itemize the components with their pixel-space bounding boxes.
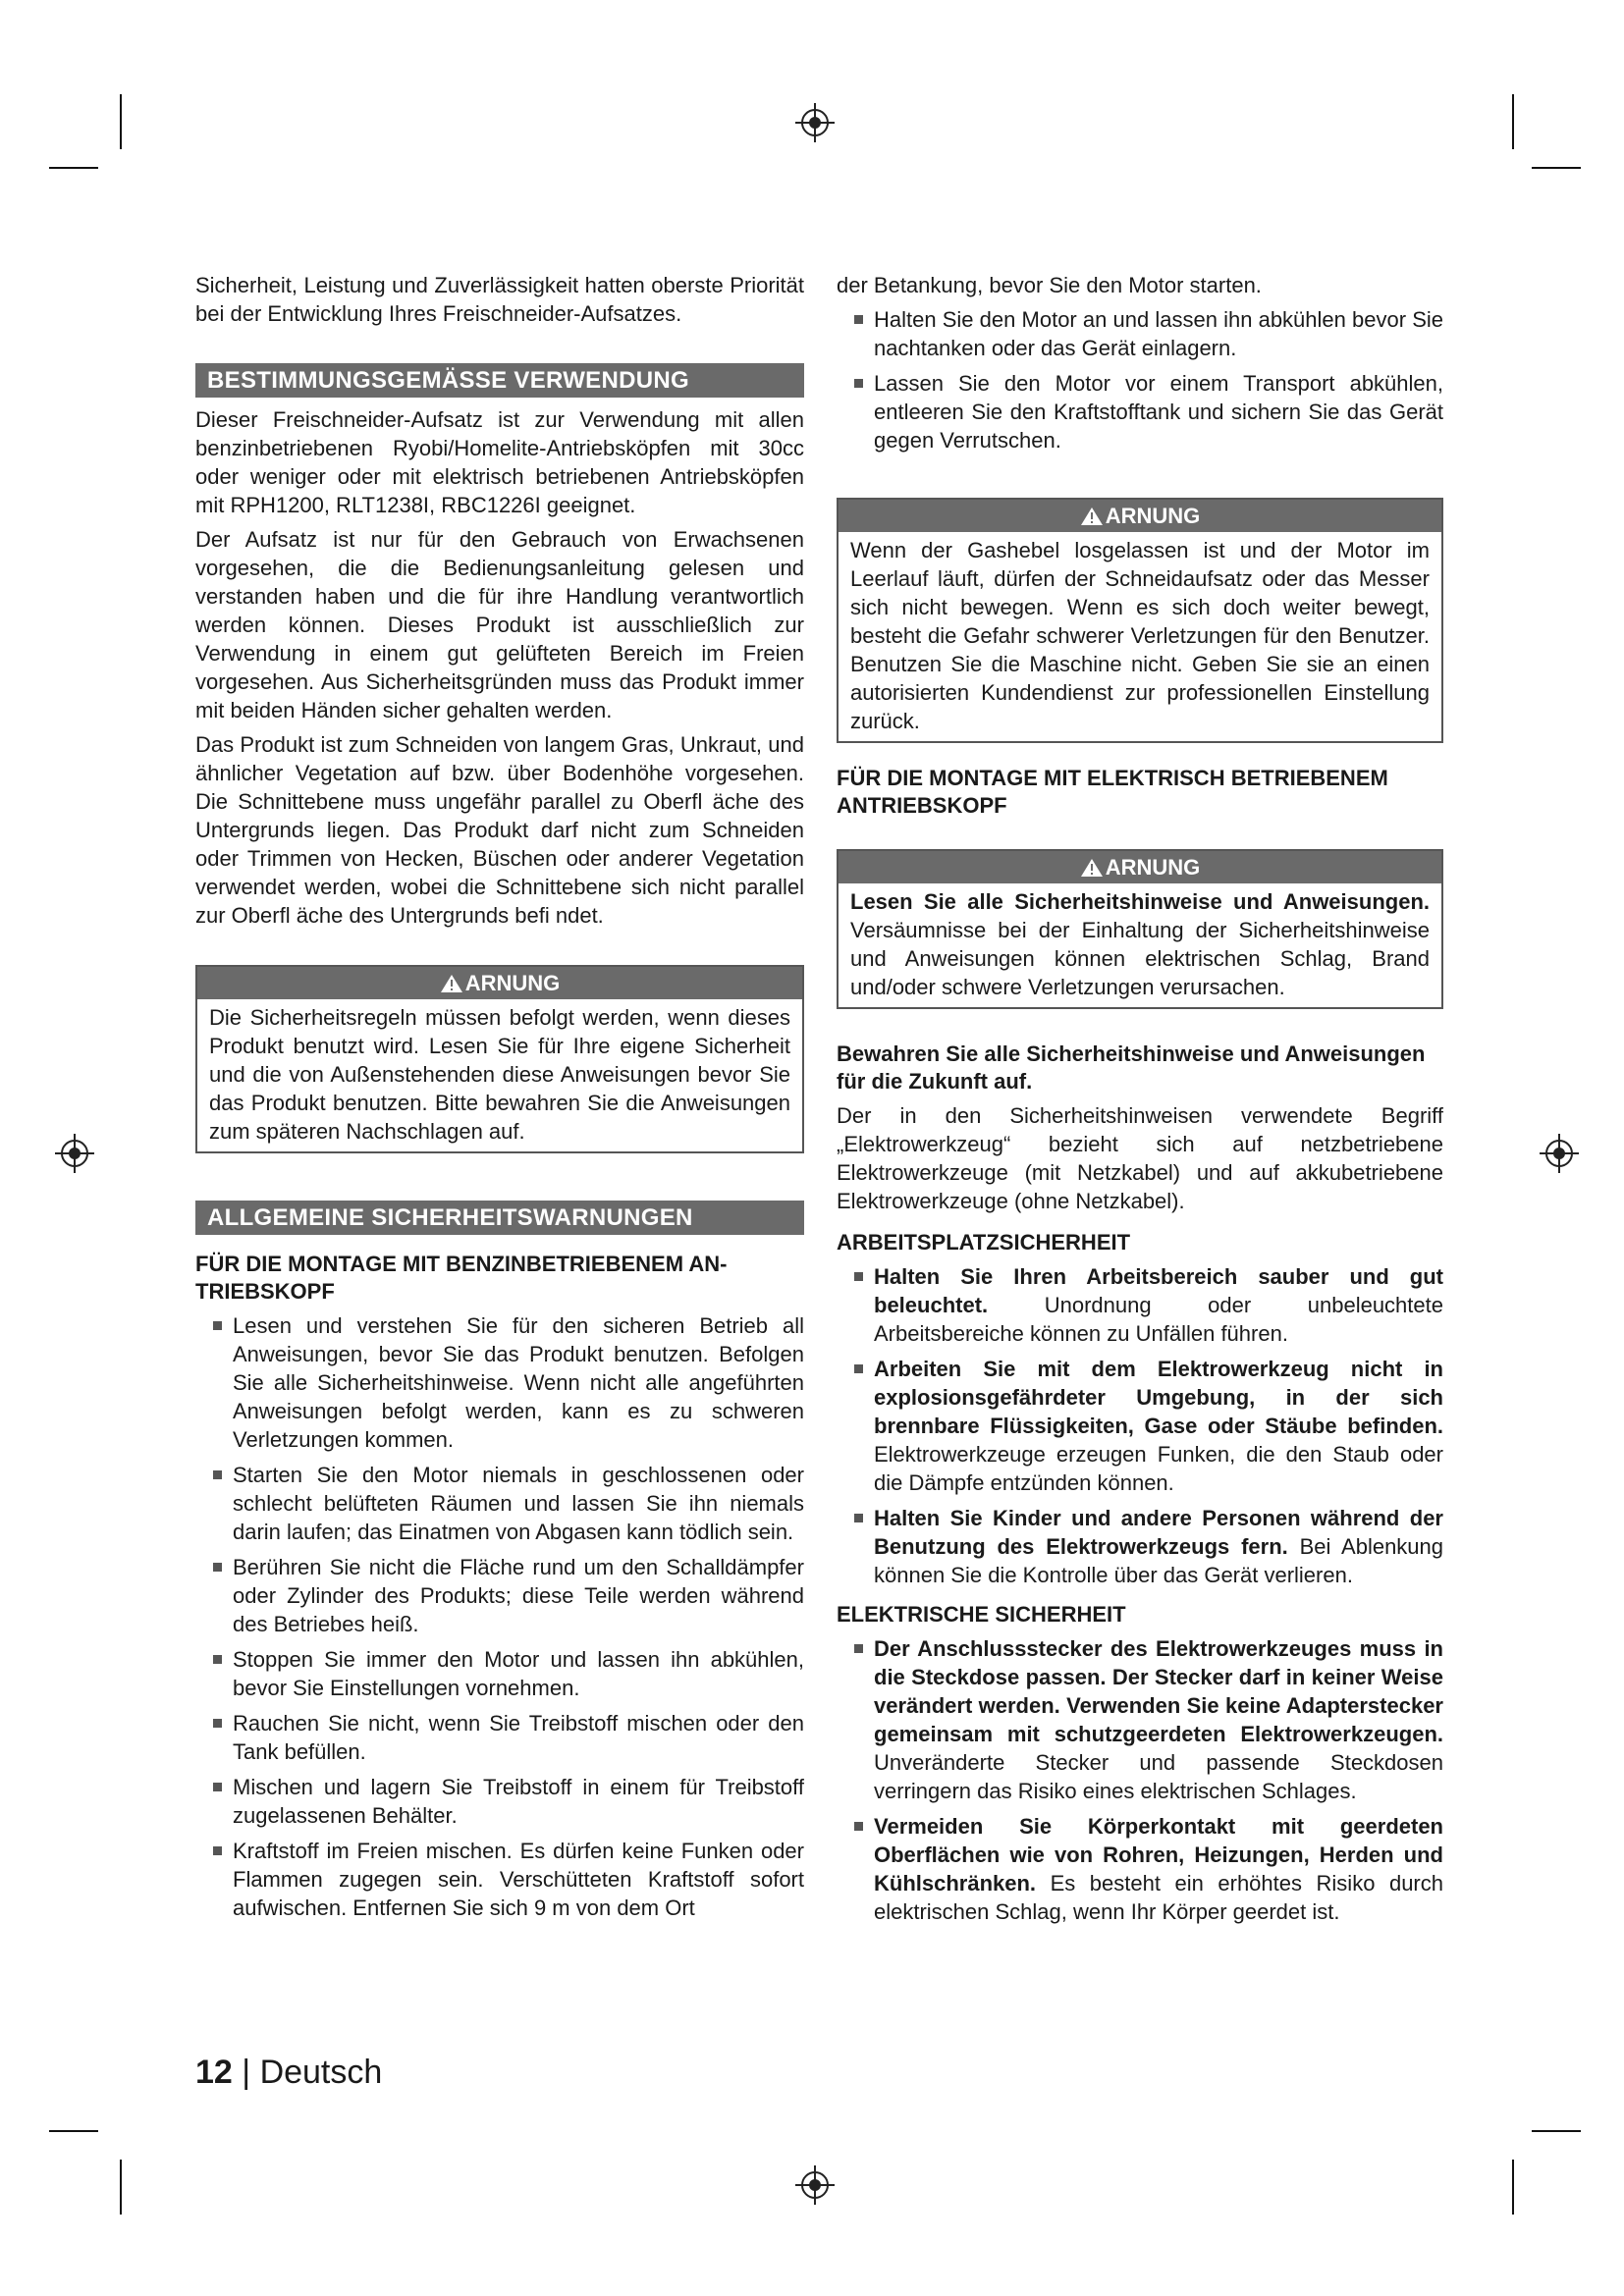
bullet-list [837, 1634, 1443, 1926]
list-item [837, 1812, 1443, 1926]
page-number: 12 [195, 2054, 233, 2091]
list-item: Halten Sie den Motor an und lassen ihn abkühlen bevor Sie nachtanken oder das Gerät einlagern. [837, 305, 1443, 362]
warning-triangle-icon [1080, 858, 1104, 878]
warning-label: ARNUNG [464, 971, 561, 995]
list-item [837, 1504, 1443, 1589]
bullet-list [837, 1262, 1443, 1589]
registration-mark-icon [55, 1134, 94, 1173]
crop-mark [1532, 167, 1581, 169]
warning-header [197, 967, 802, 999]
page-footer [195, 2054, 382, 2092]
list-item: Lesen und verstehen Sie für den sicheren Betrieb all Anweisungen, bevor Sie das Produkt benutzen. Befolgen Sie alle Sicherheitshinweise. Wenn nicht alle angeführten Anweisungen befolgt werden, kann es zu schweren Verletzungen kommen. [195, 1311, 804, 1454]
warning-box [837, 498, 1443, 743]
crop-mark [120, 94, 122, 149]
list-item-text: Elektrowerkzeuge erzeugen Funken, die den Staub oder die Dämpfe entzünden können. [874, 1442, 1443, 1495]
warning-text: Die Sicherheitsregeln müssen befolgt werden, wenn dieses Produkt benutzt wird. Lesen Sie für Ihre eigene Sicherheit und die von Außenstehenden diese Anweisungen bevor Sie das Produkt benutzen. Bitte bewahren Sie die Anweisungen zum späteren Nachschlagen auf. [209, 1005, 790, 1144]
section-heading-general-safety: ALLGEMEINE SICHERHEITSWARNUNGEN [195, 1201, 804, 1235]
warning-text [839, 883, 1441, 1007]
crop-mark [1512, 2160, 1514, 2215]
crop-mark [49, 167, 98, 169]
list-item-text: Bei Ablenkung können Sie die Kontrolle über das Gerät verlieren. [874, 1534, 1444, 1587]
registration-mark-icon [1540, 1134, 1579, 1173]
warning-text: Wenn der Gashebel losgelassen ist und der Motor im Leerlauf läuft, dürfen der Schneidaufsatz oder das Messer sich nicht bewegen. Wenn es sich doch weiter bewegt, besteht die Gefahr schwerer Verletzungen für den Benutzer. Benutzen Sie die Maschine nicht. Geben Sie sie an einen autorisierten Kundendienst zur professionellen Einstellung zurück. [850, 538, 1430, 733]
list-item: Mischen und lagern Sie Treibstoff in einem für Treibstoff zugelassenen Behälter. [195, 1773, 804, 1830]
list-item-bold: Halten Sie Kinder und andere Personen während der Benutzung des Elektrowerkzeugs fern. [874, 1506, 1443, 1559]
list-item: Starten Sie den Motor niemals in geschlossenen oder schlecht belüfteten Räumen und lassen Sie ihn niemals darin laufen; das Einatmen von Abgasen kann tödlich sein. [195, 1461, 804, 1546]
footer-language: Deutsch [259, 2054, 383, 2091]
subheading-electrical: ELEKTRISCHE SICHERHEIT [837, 1602, 1126, 1627]
subheading-workplace: ARBEITSPLATZSICHERHEIT [837, 1230, 1131, 1255]
continued-text: der Betankung, bevor Sie den Motor starten. [837, 273, 1262, 297]
subheading-petrol: FÜR DIE MONTAGE MIT BENZINBETRIEBENEM AN- TRIEBSKOPF [195, 1252, 728, 1304]
warning-box [837, 849, 1443, 1009]
paragraph: Der in den Sicherheitshinweisen verwendete Begriff „Elektrowerkzeug“ bezieht sich auf netzbetriebene Elektrowerkzeuge (mit Netzkabel) und auf akkubetriebene Elektrowerkzeuge (ohne Netzkabel). [837, 1103, 1443, 1213]
warning-label: ARNUNG [1105, 504, 1201, 528]
warning-triangle-icon [1080, 507, 1104, 526]
paragraph: Dieser Freischneider-Aufsatz ist zur Verwendung mit allen benzinbetriebenen Ryobi/Homelite-Antriebsköpfen mit 30cc oder weniger oder mit elektrisch betriebenen Antriebsköpfen mit RPH1200, RLT1238I, RBC1226I geeignet. [195, 407, 804, 517]
crop-mark [1532, 2130, 1581, 2132]
warning-triangle-icon [440, 974, 463, 993]
crop-mark [49, 2130, 98, 2132]
keep-instructions-heading: Bewahren Sie alle Sicherheitshinweise und Anweisungen für die Zukunft auf. [837, 1041, 1426, 1094]
list-item [837, 1262, 1443, 1348]
crop-mark [120, 2160, 122, 2215]
bullet-list [837, 305, 1443, 454]
list-item: Rauchen Sie nicht, wenn Sie Treibstoff mischen oder den Tank befüllen. [195, 1709, 804, 1766]
bullet-list [195, 1311, 804, 1922]
subheading-electric: FÜR DIE MONTAGE MIT ELEKTRISCH BETRIEBENEM ANTRIEBSKOPF [837, 766, 1388, 818]
registration-mark-icon [795, 2165, 835, 2205]
list-item-text: Es besteht ein erhöhtes Risiko durch elektrischen Schlag, wenn Ihr Körper geerdet ist. [874, 1871, 1443, 1924]
list-item: Lassen Sie den Motor vor einem Transport abkühlen, entleeren Sie den Kraftstofftank und sichern Sie das Gerät gegen Verrutschen. [837, 369, 1443, 454]
left-column [195, 271, 804, 1929]
warning-bold-text: Lesen Sie alle Sicherheitshinweise und Anweisungen. [850, 889, 1430, 914]
list-item-bold: Arbeiten Sie mit dem Elektrowerkzeug nicht in explosionsgefährdeter Umgebung, in der sich brennbare Flüssigkeiten, Gase oder Stäube befinden. [874, 1357, 1443, 1438]
warning-label: ARNUNG [1105, 855, 1201, 880]
list-item-text: Unveränderte Stecker und passende Steckdosen verringern das Risiko eines elektrischen Schlages. [874, 1750, 1443, 1803]
list-item-text: Unordnung oder unbeleuchtete Arbeitsbereiche können zu Unfällen führen. [874, 1293, 1443, 1346]
warning-box [195, 965, 804, 1153]
warning-header [839, 500, 1441, 532]
right-column [837, 271, 1443, 1933]
crop-mark [1512, 94, 1514, 149]
section-heading-intended-use: BESTIMMUNGSGEMÄSSE VERWENDUNG [195, 363, 804, 398]
list-item-bold: Halten Sie Ihren Arbeitsbereich sauber und gut beleuchtet. [874, 1264, 1443, 1317]
list-item: Kraftstoff im Freien mischen. Es dürfen keine Funken oder Flammen zugegen sein. Verschütteten Kraftstoff sofort aufwischen. Entfernen Sie sich 9 m von dem Ort [195, 1837, 804, 1922]
paragraph: Der Aufsatz ist nur für den Gebrauch von Erwachsenen vorgesehen, die die Bedienungsanleitung gelesen und verstanden haben und die für ihre Handlung verantwortlich werden können. Dieses Produkt ist ausschließlich zur Verwendung in einem gut gelüfteten Bereich im Freien vorgesehen. Aus Sicherheitsgründen muss das Produkt immer mit beiden Händen sicher gehalten werden. [195, 527, 804, 722]
paragraph: Das Produkt ist zum Schneiden von langem Gras, Unkraut, und ähnlicher Vegetation auf bzw. über Bodenhöhe vorgesehen. Die Schnittebene muss ungefähr parallel zu Oberfl äche des Untergrunds liegen. Das Produkt darf nicht zum Schneiden oder Trimmen von Hecken, Büschen oder anderer Vegetation verwendet werden, wobei die Schnittebene sich nicht parallel zur Oberfl äche des Untergrunds befi ndet. [195, 732, 804, 928]
footer-separator: | [232, 2054, 260, 2091]
list-item [837, 1634, 1443, 1805]
registration-mark-icon [795, 103, 835, 142]
warning-header [839, 851, 1441, 883]
list-item [837, 1355, 1443, 1497]
list-item-bold: Der Anschlussstecker des Elektrowerkzeuges muss in die Steckdose passen. Der Stecker darf in keiner Weise verändert werden. Verwenden Sie keine Adapterstecker gemeinsam mit schutzgeerdeten Elektrowerkzeugen. [874, 1636, 1443, 1746]
intro-text: Sicherheit, Leistung und Zuverlässigkeit hatten oberste Priorität bei der Entwicklung Ihres Freischneider-Aufsatzes. [195, 273, 804, 326]
warning-body-text: Versäumnisse bei der Einhaltung der Sicherheitshinweise und Anweisungen können elektrischen Schlag, Brand und/oder schwere Verletzungen verursachen. [850, 918, 1430, 999]
list-item: Stoppen Sie immer den Motor und lassen ihn abkühlen, bevor Sie Einstellungen vornehmen. [195, 1645, 804, 1702]
list-item-bold: Vermeiden Sie Körperkontakt mit geerdeten Oberflächen wie von Rohren, Heizungen, Herden und Kühlschränken. [874, 1814, 1443, 1896]
list-item: Berühren Sie nicht die Fläche rund um den Schalldämpfer oder Zylinder des Produkts; diese Teile werden während des Betriebes heiß. [195, 1553, 804, 1638]
